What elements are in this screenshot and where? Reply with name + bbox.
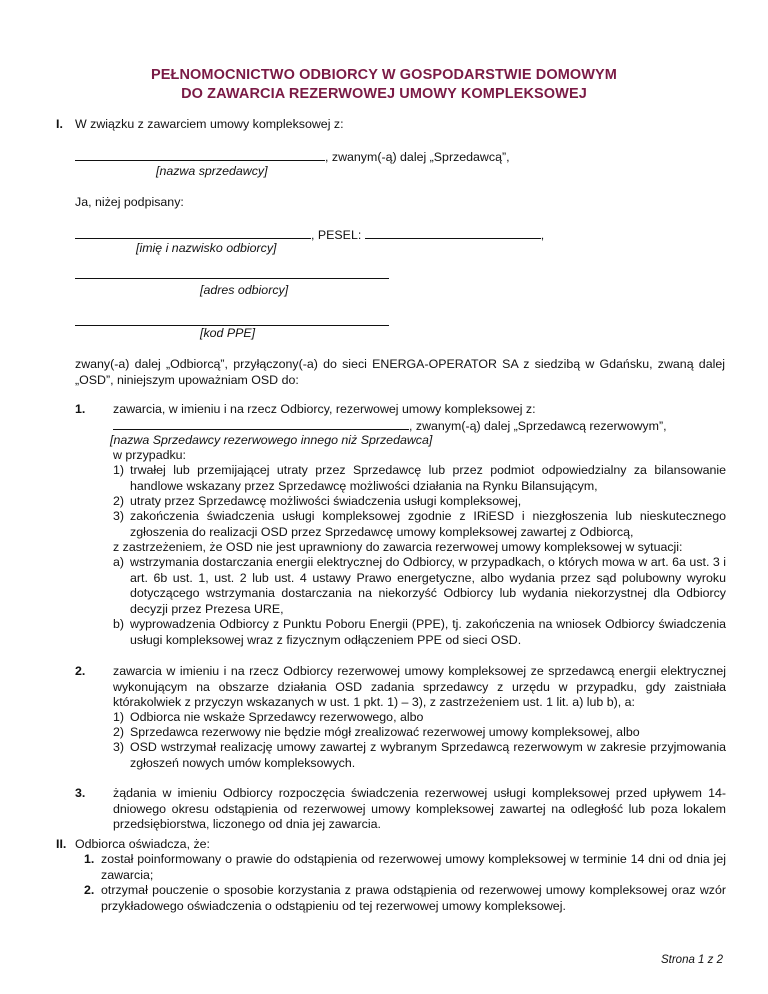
- name-blank[interactable]: [75, 226, 311, 239]
- item-1-case-3-num: 3): [113, 509, 125, 523]
- item-3-text: żądania w imieniu Odbiorcy rozpoczęcia świadczenia rezerwowej usługi kompleksowej przed upływem 14-dniowego okresu odstąpienia od rezerwowej umowy kompleksowej zawartej na odległość lub poza lokalem przedsiębiorstwa, liczonego od dnia jej zawarcia.: [113, 786, 726, 831]
- title-line-1: PEŁNOMOCNICTWO ODBIORCY W GOSPODARSTWIE DOMOWYM: [150, 67, 617, 83]
- section-2-number: II.: [56, 837, 67, 851]
- section-2-point-1-text: został poinformowany o prawie do odstąpienia od rezerwowej umowy kompleksowej w terminie 14 dni od dnia jej zawarcia;: [101, 852, 726, 882]
- item-1-case-2-text: utraty przez Sprzedawcę możliwości świadczenia usługi kompleksowej,: [130, 494, 522, 508]
- signed-text: Ja, niżej podpisany:: [75, 195, 184, 209]
- seller-suffix: , zwanym(-ą) dalej „Sprzedawcą”,: [325, 150, 510, 164]
- item-1-exception-a-text: wstrzymania dostarczania energii elektrycznej do Odbiorcy, w przypadkach, o których mowa w art. 6a ust. 3 i art. 6b ust. 1, ust. 2 lub ust. 4 ustawy Prawo energetyczne, albo wydania przez sąd polubowny wyroku dotyczącego wstrzymania dostarczania na niekorzyść Odbiorcy lub wydania niekorzystnej dla Odbiorcy decyzji przez Prezesa URE,: [130, 555, 726, 616]
- item-2-case-1-num: 1): [113, 710, 125, 724]
- item-1-reservation: z zastrzeżeniem, że OSD nie jest uprawniony do zawarcia rezerwowej umowy kompleksowej w sytuacji:: [113, 540, 683, 554]
- item-2-case-2-text: Sprzedawca rezerwowy nie będzie mógł zrealizować rezerwowej umowy kompleksowej, albo: [130, 725, 640, 739]
- section-1-number: I.: [56, 117, 63, 131]
- pesel-end: ,: [540, 228, 545, 242]
- item-2-case-3-num: 3): [113, 740, 125, 754]
- item-2-case-1-text: Odbiorca nie wskaże Sprzedawcy rezerwowego, albo: [130, 710, 424, 724]
- item-2-case-2-num: 2): [113, 725, 125, 739]
- title-line-2: DO ZAWARCIA REZERWOWEJ UMOWY KOMPLEKSOWEJ: [181, 86, 587, 102]
- section-2-point-2-num: 2.: [84, 883, 95, 897]
- pesel-blank[interactable]: [365, 226, 541, 239]
- page-number: Strona 1 z 2: [660, 954, 723, 966]
- item-1-text: zawarcia, w imieniu i na rzecz Odbiorcy, rezerwowej umowy kompleksowej z:: [113, 402, 536, 416]
- item-2-case-3-text: OSD wstrzymał realizację umowy zawartej z wybranym Sprzedawcą rezerwowym w zakresie przyjmowania zgłoszeń nowych umów kompleksowych.: [130, 740, 726, 770]
- item-1-number: 1.: [75, 402, 86, 416]
- item-1-case-1-num: 1): [113, 463, 125, 477]
- item-1-case-3-text: zakończenia świadczenia usługi kompleksowej zgodnie z IRiESD i niezgłoszenia lub nieskutecznego zgłoszenia do realizacji OSD przez Sprzedawcę umowy kompleksowej zawartej z Odbiorcą,: [130, 509, 726, 539]
- item-1-case-2-num: 2): [113, 494, 125, 508]
- address-blank[interactable]: [75, 266, 389, 279]
- item-2-number: 2.: [75, 664, 86, 678]
- section-2-intro: Odbiorca oświadcza, że:: [75, 837, 210, 851]
- item-1-case-1-text: trwałej lub przemijającej utraty przez Sprzedawcę lub przez podmiot odpowiedzialny za bilansowanie handlowe wskazany przez Sprzedawcę możliwości działania na Rynku Bilansującym,: [130, 463, 726, 493]
- item-3-number: 3.: [75, 786, 86, 800]
- item-1-in-case: w przypadku:: [113, 448, 187, 462]
- called-text: zwany(-a) dalej „Odbiorcą”, przyłączony(-a) do sieci ENERGA-OPERATOR SA z siedzibą w Gdańsku, zwaną dalej „OSD”, niniejszym upoważniam OSD do:: [75, 357, 725, 387]
- pesel-label: , PESEL:: [311, 228, 365, 242]
- section-1-intro: W związku z zawarciem umowy kompleksowej z:: [75, 117, 344, 131]
- seller-line: [75, 148, 510, 166]
- address-line: [75, 266, 389, 284]
- section-2-point-1-num: 1.: [84, 852, 95, 866]
- seller-blank[interactable]: [75, 148, 325, 161]
- reserve-seller-line: [113, 417, 667, 435]
- item-1-exception-b-text: wyprowadzenia Odbiorcy z Punktu Poboru Energii (PPE), tj. zakończenia na wniosek Odbiorcy świadczenia usługi kompleksowej wraz z fizycznym odłączeniem PPE od sieci OSD.: [130, 617, 726, 647]
- seller-label: [nazwa sprzedawcy]: [156, 164, 268, 178]
- reserve-seller-suffix: , zwanym(-ą) dalej „Sprzedawcą rezerwowym”,: [409, 419, 667, 433]
- section-2-point-2-text: otrzymał pouczenie o sposobie korzystania z prawa odstąpienia od rezerwowej umowy kompleksowej oraz wzór przykładowego oświadczenia o odstąpieniu od tej rezerwowej umowy kompleksowej.: [101, 883, 726, 913]
- address-label: [adres odbiorcy]: [200, 283, 289, 297]
- item-2-text: zawarcia w imieniu i na rzecz Odbiorcy rezerwowej umowy kompleksowej ze sprzedawcą energii elektrycznej wykonującym na obszarze działania OSD zadania sprzedawcy z urzędu w przypadku, gdy zaistniała którakolwiek z przyczyn wskazanych w ust. 1 pkt. 1) – 3), z zastrzeżeniem ust. 1 lit. a) lub b), a:: [113, 664, 726, 709]
- item-1-exception-b-num: b): [113, 617, 125, 631]
- reserve-seller-label: [nazwa Sprzedawcy rezerwowego innego niż Sprzedawca]: [110, 433, 433, 447]
- ppe-blank[interactable]: [75, 313, 389, 326]
- name-label: [imię i nazwisko odbiorcy]: [136, 241, 277, 255]
- ppe-label: [kod PPE]: [200, 326, 256, 340]
- reserve-seller-blank[interactable]: [113, 417, 409, 430]
- item-1-exception-a-num: a): [113, 555, 125, 569]
